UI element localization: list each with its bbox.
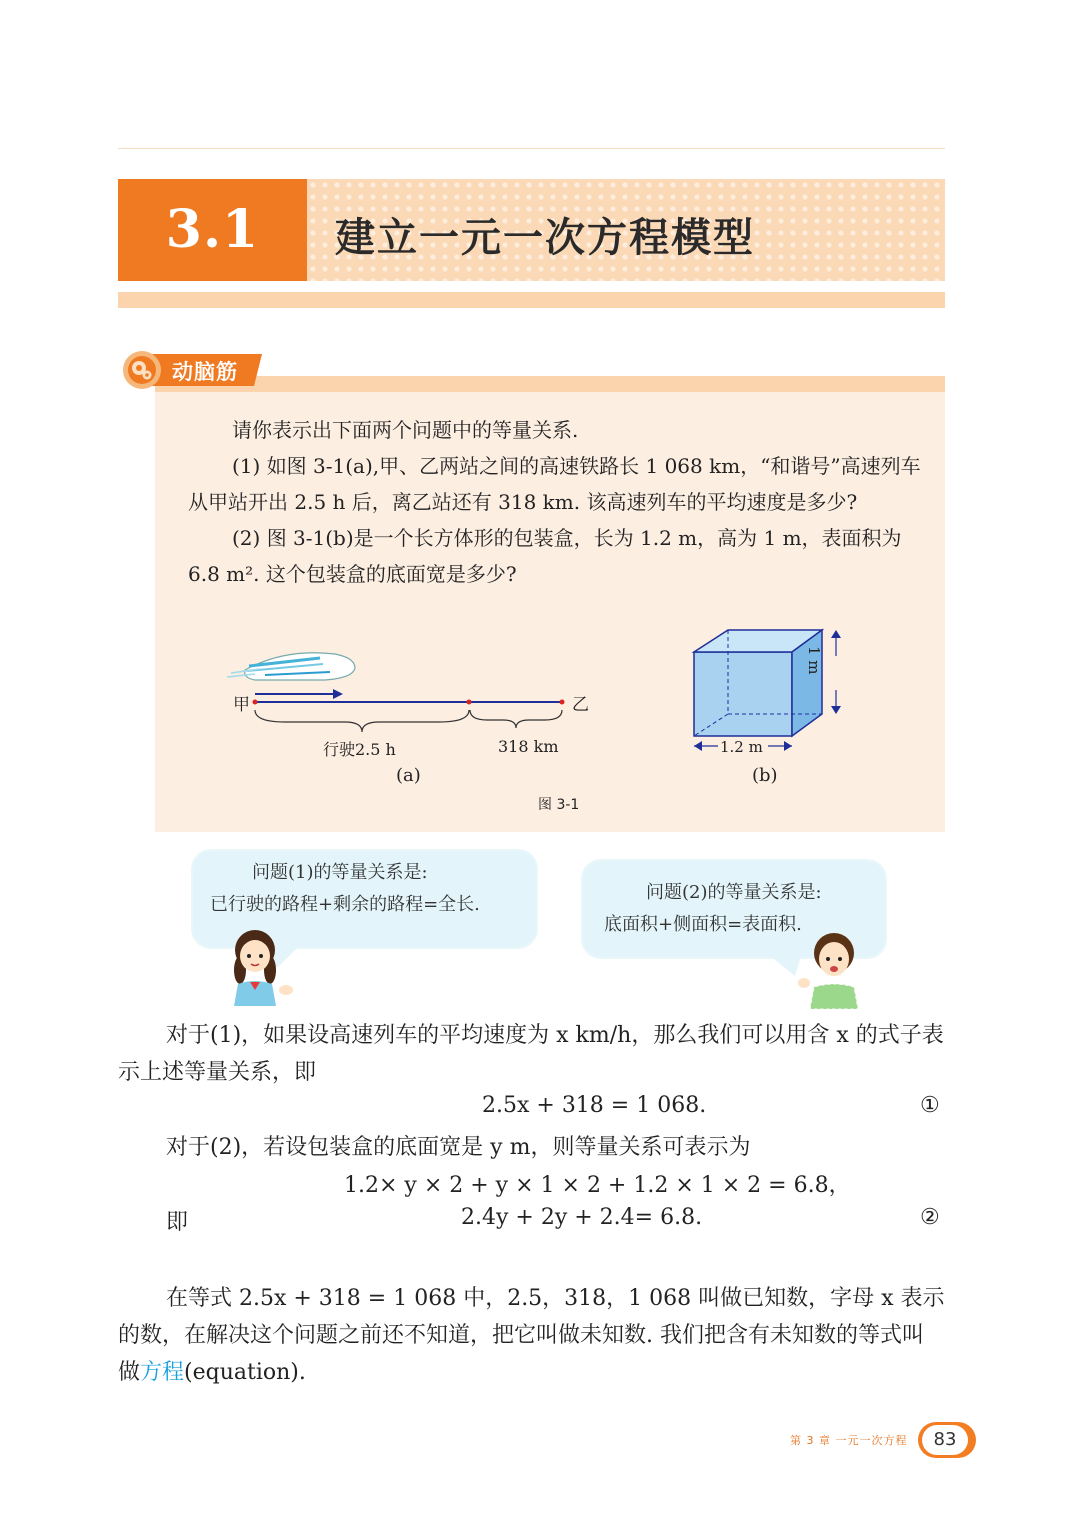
- think-strip: [155, 376, 945, 392]
- segment-1-label: 行驶2.5 h: [323, 740, 396, 759]
- train-icon: [227, 653, 355, 680]
- station-start-label: 甲: [233, 695, 250, 715]
- figure-b-caption: (b): [752, 765, 778, 786]
- page-number: 83: [933, 1429, 957, 1450]
- brace-2: [470, 710, 562, 728]
- equation-2-number: ②: [920, 1205, 940, 1230]
- equation-2b-prefix: 即: [166, 1210, 189, 1235]
- equation-1-number: ①: [920, 1093, 940, 1118]
- body-paragraph-1: 对于(1)，如果设高速列车的平均速度为 x km/h，那么我们可以用含 x 的式子表示上述等量关系，即: [118, 1023, 944, 1085]
- think-problem-1: (1) 如图 3-1(a),甲、乙两站之间的高速铁路长 1 068 km，“和谐号”高速列车从甲站开出 2.5 h 后，离乙站还有 318 km. 该高速列车的平均速度是多少?: [188, 454, 921, 514]
- figure-b-box: [680, 620, 860, 760]
- section-number: 3.1: [165, 199, 260, 260]
- girl-character: [222, 920, 302, 1006]
- bubble-left-line-1: 问题(1)的等量关系是:: [252, 862, 428, 883]
- bubble-right-line-1: 问题(2)的等量关系是:: [646, 882, 822, 903]
- length-label: 1.2 m: [720, 738, 763, 756]
- station-end-label: 乙: [572, 695, 589, 715]
- body-paragraph-2: 对于(2)，若设包装盒的底面宽是 y m，则等量关系可表示为: [166, 1135, 751, 1160]
- think-label: 动脑筋: [172, 360, 238, 384]
- body-paragraph-3-tail: (equation).: [184, 1360, 306, 1385]
- body-paragraph-3-text: 在等式 2.5x + 318 = 1 068 中，2.5，318，1 068 叫做已知数，字母 x 表示的数，在解决这个问题之前还不知道，把它叫做未知数. 我们把含有未知数的等式叫做: [118, 1286, 945, 1385]
- brace-1: [255, 710, 469, 732]
- bubble-right-line-2: 底面积+侧面积=表面积.: [604, 914, 802, 935]
- think-problem-2: (2) 图 3-1(b)是一个长方体形的包装盒，长为 1.2 m，高为 1 m，表面积为6.8 m². 这个包装盒的底面宽是多少?: [188, 526, 902, 586]
- footer-chapter: 第 3 章 一元一次方程: [790, 1434, 908, 1447]
- section-title: 建立一元一次方程模型: [335, 215, 755, 261]
- segment-2-label: 318 km: [498, 737, 559, 756]
- section-bar: [118, 292, 945, 308]
- think-intro: 请你表示出下面两个问题中的等量关系.: [232, 418, 579, 442]
- top-rule: [118, 148, 945, 149]
- boy-character: [792, 925, 864, 1009]
- figure-caption: 图 3-1: [538, 797, 580, 813]
- keyword-equation: 方程: [140, 1360, 185, 1385]
- think-text: [188, 412, 923, 592]
- height-label: 1 m: [805, 646, 823, 675]
- figure-a-caption: (a): [396, 765, 421, 786]
- bubble-left-line-2: 已行驶的路程+剩余的路程=全长.: [210, 894, 480, 915]
- equation-2a: 1.2× y × 2 + y × 1 × 2 + 1.2 × 1 × 2 = 6.8，: [344, 1173, 851, 1198]
- equation-1: 2.5x + 318 = 1 068.: [482, 1093, 707, 1118]
- equation-2b: 2.4y + 2y + 2.4= 6.8.: [461, 1205, 703, 1230]
- body-paragraph-3: [118, 1280, 945, 1391]
